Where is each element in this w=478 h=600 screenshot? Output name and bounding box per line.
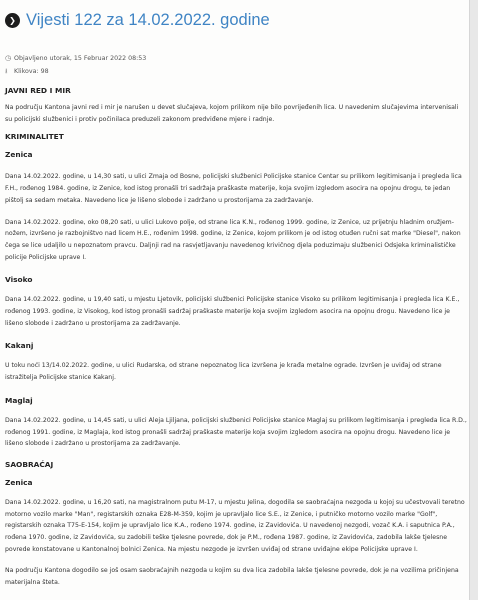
paragraph: Na području Kantona javni red i mir je narušen u devet slučajeva, kojom prilikom nije bilo povrijeđenih lica. U navedenim slučajevima intervenisali su policijski službenici i protiv počinilaca preduzeli zakonom predviđene mjere i radnje. bbox=[5, 104, 459, 123]
clock-icon: ◷ bbox=[5, 54, 12, 62]
paragraph: U toku noći 13/14.02.2022. godine, u ulici Rudarska, od strane nepoznatog lica izvršena je krađa metalne ograde. Izvršen je uviđaj od strane istražitelja Policijske stanice Kakanj. bbox=[5, 362, 442, 382]
article-meta bbox=[5, 52, 467, 78]
download-icon: ⭳ bbox=[5, 67, 8, 75]
paragraph: Dana 14.02.2022. godine, u 19,40 sati, u mjestu Ljetovik, policijski službenici Policijske stanice Visoko su prilikom legitimisanja i pregleda lica K.E., rođenog 1993. godine, iz Visokog, kod istog pronašli sadržaj praškaste materije koja svojim izgledom asocira na opojnu drogu. Navedeno lice je lišeno slobode i zadržano u prostorijama za zadržavanje. bbox=[5, 296, 460, 327]
subheading-zenica-saobracaj: Zenica bbox=[5, 477, 33, 487]
published-row bbox=[5, 52, 467, 65]
section-heading-javni-red: JAVNI RED I MIR bbox=[5, 86, 71, 95]
subheading-kakanj: Kakanj bbox=[5, 341, 34, 351]
paragraph: Dana 14.02.2022. godine, u 14,45 sati, u ulici Aleja Ljiljana, policijski službenici Policijske stanice Maglaj su prilikom legitimisanja i pregleda lica R.D., rođenog 1991. godine, iz Maglaja, kod istog pronašli sadržaj praškaste materije koja svojim izgledom asocira na opojnu drogu. Navedeno lice je lišeno slobode i zadržano u prostorijama za zadržavanje. bbox=[5, 416, 467, 448]
section-heading-saobracaj: SAOBRAĆAJ bbox=[5, 459, 54, 469]
scrollbar[interactable] bbox=[469, 0, 478, 600]
paragraph: Dana 14.02.2022. godine, u 14,30 sati, u ulici Zmaja od Bosne, policijski službenici Policijske stanice Centar su prilikom legitimisanja i pregleda lica F.H., rođenog 1984. godine, iz Zenice, kod istog pronašli tri sadržaja praškaste materije, koja svojim izgledom asocira na opojnu drogu, te jedan pištolj sa sedam metaka. Navedeno lice je lišeno slobode i zadržano u prostorijama za zadržavanje. bbox=[5, 173, 462, 204]
article-header bbox=[5, 8, 467, 32]
subheading-zenica: Zenica bbox=[5, 150, 33, 160]
paragraph: Dana 14.02.2022. godine, u 16,20 sati, na magistralnom putu M-17, u mjestu Jelina, dogodila se saobraćajna nezgoda u kojoj su učestvovali teretno motorno vozilo marke "Man", registarskih oznaka E28-M-359, kojim je upravljalo lice S.E., iz Zenice, i putničko motorno vozilo marke "Golf", registarskih oznaka T75-E-154, kojim je upravljalo lice K.A., rođeno 1974. godine, iz Zavidovića. U navedenoj nezgodi, vozač K.A. i saputnica P.A., rođena 1970. godine, iz Zavidovića, su zadobili teške tjelesne povrede, dok je P.M., rođena 1987. godine, iz Zavidovića, zadobila lakše tjelesne povrede konstatovane u Kantonalnoj bolnici Zenica. Na mjestu nezgode je izvršen uviđaj od strane uviđajne ekipe Policijske uprave I. bbox=[5, 498, 465, 553]
click-count: Klikova: 98 bbox=[14, 68, 49, 75]
published-date: Objavljeno utorak, 15 Februar 2022 08:53 bbox=[14, 55, 147, 62]
subheading-visoko: Visoko bbox=[5, 275, 33, 285]
clicks-row bbox=[5, 65, 467, 78]
chevron-down-icon[interactable]: ❯ bbox=[5, 13, 20, 28]
article bbox=[5, 8, 467, 589]
paragraph: Na području Kantona dogodilo se još osam saobraćajnih nezgoda u kojim su dva lica zadobila lakše tjelesne povrede, dok je na vozilima pričinjena materijalna šteta. bbox=[5, 567, 459, 587]
paragraph: Dana 14.02.2022. godine, oko 08,20 sati, u ulici Lukovo polje, od strane lica K.N., rođenog 1999. godine, iz Zenice, uz prijetnju hladnim oružjem-nožem, izvršeno je razbojništvo nad licem H.E., rođenim 1998. godine, iz Zenice, kojom prilikom je od istog otuđen ručni sat marke "Diesel", nakon čega se lice udaljilo u nepoznatom pravcu. Daljnji rad na rasvjetljavanju navedenog krivičnog djela poduzimaju službenici Odsjeka kriminalističke policije Policijske uprave I. bbox=[5, 218, 461, 261]
article-title: Vijesti 122 za 14.02.2022. godine bbox=[26, 10, 270, 29]
section-heading-kriminalitet: KRIMINALITET bbox=[5, 132, 64, 142]
subheading-maglaj: Maglaj bbox=[5, 395, 33, 405]
